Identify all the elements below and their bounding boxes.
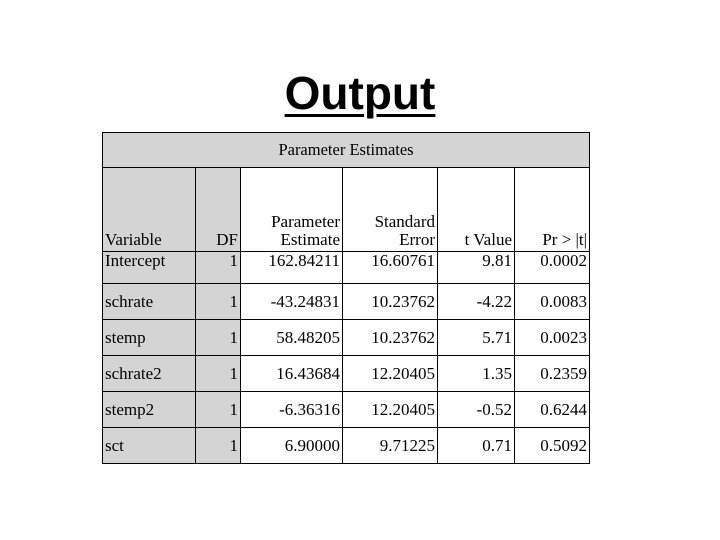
cell-df: 1 (196, 284, 241, 320)
cell-stderr: 9.71225 (343, 428, 438, 464)
header-stderr (343, 168, 438, 252)
cell-variable: Intercept (103, 252, 196, 284)
header-prob: Pr > |t| (515, 168, 590, 252)
slide-title: Output (284, 67, 436, 119)
table-row (103, 428, 590, 464)
cell-estimate: 6.90000 (241, 428, 343, 464)
table-row (103, 320, 590, 356)
cell-estimate: -43.24831 (241, 284, 343, 320)
cell-tvalue: -4.22 (438, 284, 515, 320)
parameter-estimates-table (102, 132, 590, 464)
cell-estimate: 162.84211 (241, 252, 343, 284)
table-row (103, 252, 590, 284)
cell-df: 1 (196, 428, 241, 464)
cell-estimate: 16.43684 (241, 356, 343, 392)
cell-variable: schrate (103, 284, 196, 320)
header-estimate-line2: Estimate (280, 230, 340, 249)
header-stderr-line2: Error (399, 230, 435, 249)
cell-stderr: 12.20405 (343, 392, 438, 428)
header-estimate-line1: Parameter (271, 212, 340, 231)
cell-df: 1 (196, 392, 241, 428)
caption-row (103, 133, 590, 168)
header-tvalue: t Value (438, 168, 515, 252)
cell-stderr: 10.23762 (343, 284, 438, 320)
cell-variable: stemp (103, 320, 196, 356)
cell-tvalue: 1.35 (438, 356, 515, 392)
cell-df: 1 (196, 252, 241, 284)
cell-stderr: 12.20405 (343, 356, 438, 392)
cell-tvalue: 9.81 (438, 252, 515, 284)
cell-prob: 0.0023 (515, 320, 590, 356)
header-variable: Variable (103, 168, 196, 252)
cell-tvalue: 0.71 (438, 428, 515, 464)
cell-prob: 0.0083 (515, 284, 590, 320)
cell-variable: stemp2 (103, 392, 196, 428)
cell-prob: 0.2359 (515, 356, 590, 392)
table-row (103, 356, 590, 392)
cell-tvalue: 5.71 (438, 320, 515, 356)
header-df: DF (196, 168, 241, 252)
cell-prob: 0.0002 (515, 252, 590, 284)
header-estimate (241, 168, 343, 252)
cell-estimate: 58.48205 (241, 320, 343, 356)
header-row (103, 168, 590, 252)
cell-df: 1 (196, 320, 241, 356)
cell-df: 1 (196, 356, 241, 392)
cell-prob: 0.5092 (515, 428, 590, 464)
cell-prob: 0.6244 (515, 392, 590, 428)
cell-stderr: 10.23762 (343, 320, 438, 356)
table-caption: Parameter Estimates (103, 133, 590, 168)
cell-stderr: 16.60761 (343, 252, 438, 284)
cell-estimate: -6.36316 (241, 392, 343, 428)
cell-variable: schrate2 (103, 356, 196, 392)
table-row (103, 392, 590, 428)
header-stderr-line1: Standard (374, 212, 435, 231)
table-row (103, 284, 590, 320)
cell-variable: sct (103, 428, 196, 464)
cell-tvalue: -0.52 (438, 392, 515, 428)
